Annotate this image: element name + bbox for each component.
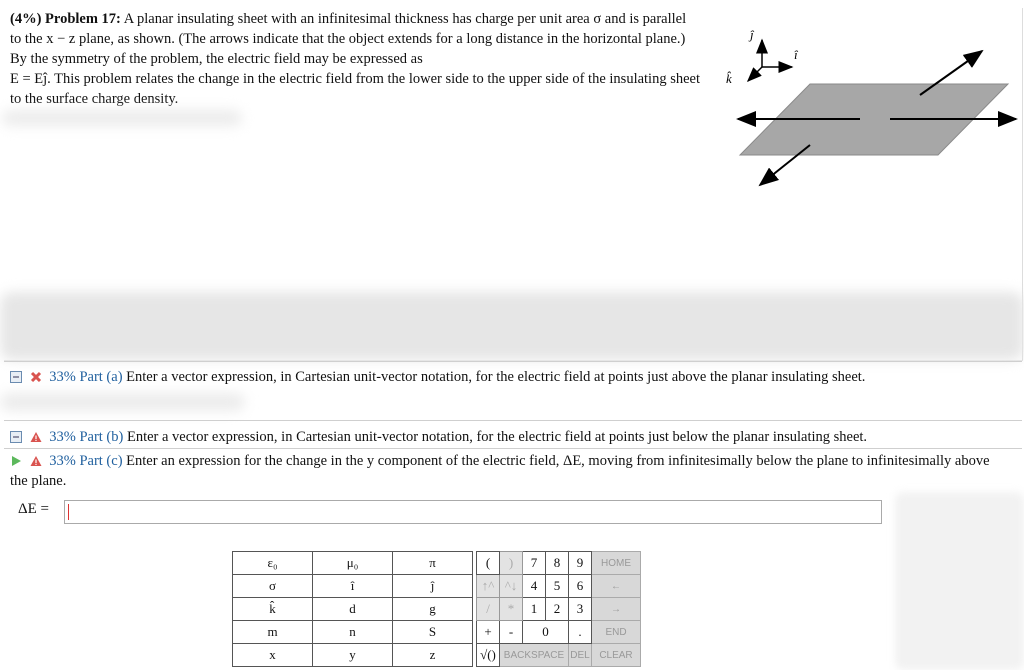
incorrect-icon bbox=[30, 371, 42, 383]
divider bbox=[4, 361, 1022, 362]
part-c-text: Enter an expression for the change in the y component of the electric field, ΔE, moving from infinitesimally below the plane to infinitesimally above the plane. bbox=[10, 453, 990, 489]
key-k-hat[interactable]: k̂ bbox=[233, 598, 313, 621]
problem-text-1: A planar insulating sheet with an infinitesimal thickness has charge per unit area σ and is parallel to the x − z plane, as shown. (The arrows indicate that the object extends for a long distance in the horizontal plane.) By the symmetry of the problem, the electric field may be expressed as bbox=[10, 11, 687, 67]
redacted-area bbox=[0, 292, 1024, 360]
key-g[interactable]: g bbox=[393, 598, 473, 621]
axis-k-label: k̂ bbox=[726, 71, 732, 86]
collapse-icon[interactable] bbox=[10, 431, 22, 443]
text-caret bbox=[68, 504, 69, 520]
symbol-keypad bbox=[232, 551, 473, 667]
key-plus[interactable]: + bbox=[477, 621, 500, 644]
key-clear[interactable]: CLEAR bbox=[592, 644, 641, 667]
key-n[interactable]: n bbox=[313, 621, 393, 644]
key-left[interactable]: ← bbox=[592, 575, 641, 598]
warning-icon bbox=[30, 455, 42, 467]
key-y[interactable]: y bbox=[313, 644, 393, 667]
key-1[interactable]: 1 bbox=[523, 598, 546, 621]
number-keypad bbox=[476, 551, 641, 667]
answer-input[interactable] bbox=[64, 500, 882, 524]
sheet-figure bbox=[720, 25, 1020, 200]
key-sigma[interactable]: σ bbox=[233, 575, 313, 598]
key-epsilon0[interactable]: ε₀ bbox=[233, 552, 313, 575]
axis-i-label: î bbox=[794, 47, 798, 62]
key-z[interactable]: z bbox=[393, 644, 473, 667]
key-6[interactable]: 6 bbox=[569, 575, 592, 598]
key-open-paren[interactable]: ( bbox=[477, 552, 500, 575]
key-sqrt[interactable]: √() bbox=[477, 644, 500, 667]
redacted-area bbox=[0, 393, 245, 411]
key-d[interactable]: d bbox=[313, 598, 393, 621]
key-3[interactable]: 3 bbox=[569, 598, 592, 621]
key-4[interactable]: 4 bbox=[523, 575, 546, 598]
key-9[interactable]: 9 bbox=[569, 552, 592, 575]
part-a-text: Enter a vector expression, in Cartesian unit-vector notation, for the electric field at points just above the planar insulating sheet. bbox=[126, 369, 866, 385]
key-5[interactable]: 5 bbox=[546, 575, 569, 598]
key-x[interactable]: x bbox=[233, 644, 313, 667]
key-mu0[interactable]: μ₀ bbox=[313, 552, 393, 575]
key-superscript-down[interactable]: ^↓ bbox=[500, 575, 523, 598]
key-2[interactable]: 2 bbox=[546, 598, 569, 621]
problem-label: Problem 17: bbox=[45, 11, 121, 27]
key-backspace[interactable]: BACKSPACE bbox=[500, 644, 569, 667]
part-a-percent: 33% Part (a) bbox=[49, 369, 123, 385]
axis-j-label: ĵ bbox=[750, 27, 754, 42]
key-minus[interactable]: - bbox=[500, 621, 523, 644]
part-b[interactable] bbox=[10, 427, 867, 447]
axis-k-arrow bbox=[748, 67, 762, 81]
part-a[interactable] bbox=[10, 367, 865, 387]
warning-icon bbox=[30, 431, 42, 443]
key-7[interactable]: 7 bbox=[523, 552, 546, 575]
answer-label: ΔE = bbox=[18, 501, 50, 517]
key-divide[interactable]: / bbox=[477, 598, 500, 621]
part-c[interactable] bbox=[10, 451, 1010, 491]
key-0[interactable]: 0 bbox=[523, 621, 569, 644]
collapse-icon[interactable] bbox=[10, 371, 22, 383]
key-decimal[interactable]: . bbox=[569, 621, 592, 644]
problem-text-2: E = Eĵ. This problem relates the change in the electric field from the lower side to the upper side of the insulating sheet to the surface charge density. bbox=[10, 71, 701, 107]
key-i-hat[interactable]: î bbox=[313, 575, 393, 598]
part-c-percent: 33% Part (c) bbox=[49, 453, 123, 469]
key-8[interactable]: 8 bbox=[546, 552, 569, 575]
key-end[interactable]: END bbox=[592, 621, 641, 644]
problem-percent: (4%) bbox=[10, 11, 42, 27]
expand-icon[interactable] bbox=[10, 455, 22, 467]
key-right[interactable]: → bbox=[592, 598, 641, 621]
key-j-hat[interactable]: ĵ bbox=[393, 575, 473, 598]
key-pi[interactable]: π bbox=[393, 552, 473, 575]
divider bbox=[4, 448, 1022, 449]
redacted-area bbox=[895, 492, 1024, 670]
key-superscript-up[interactable]: ↑^ bbox=[477, 575, 500, 598]
divider bbox=[4, 420, 1022, 421]
part-b-text: Enter a vector expression, in Cartesian unit-vector notation, for the electric field at points just below the planar insulating sheet. bbox=[126, 429, 868, 445]
key-m[interactable]: m bbox=[233, 621, 313, 644]
redacted-area bbox=[2, 110, 242, 126]
key-multiply[interactable]: * bbox=[500, 598, 523, 621]
key-close-paren[interactable]: ) bbox=[500, 552, 523, 575]
key-S[interactable]: S bbox=[393, 621, 473, 644]
key-home[interactable]: HOME bbox=[592, 552, 641, 575]
key-del[interactable]: DEL bbox=[569, 644, 592, 667]
part-b-percent: 33% Part (b) bbox=[49, 429, 124, 445]
problem-statement bbox=[10, 9, 700, 109]
